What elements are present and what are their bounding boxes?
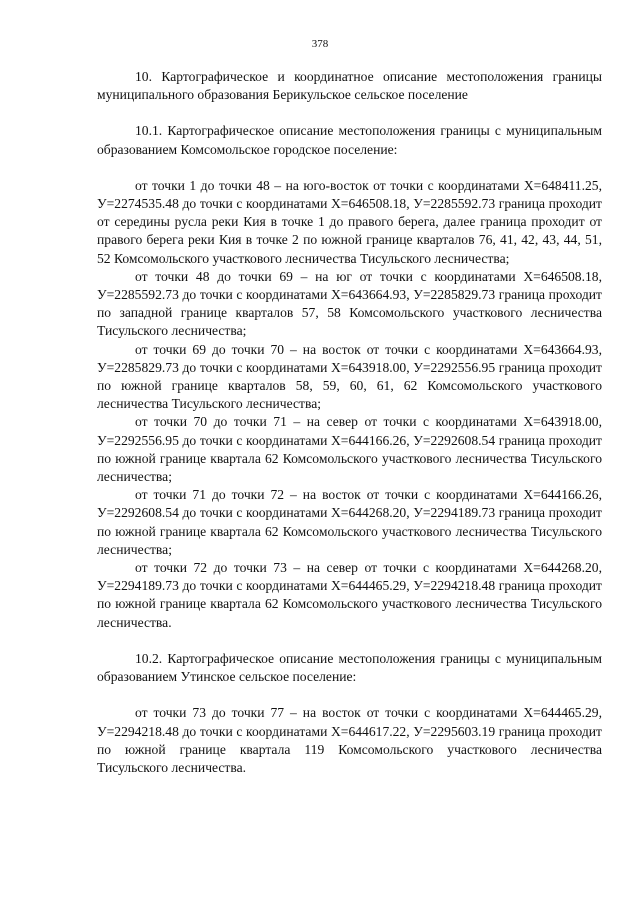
paragraph-10-1-1: от точки 1 до точки 48 – на юго-восток от точки с координатами Х=648411.25, У=2274535.48 до точки с координатами Х=646508.18, У=2285592.73 граница проходит от середины русла реки Кия в точке 1 до правого берега, далее граница проходит от правого берега реки Кия в точке 2 по южной границе кварталов 76, 41, 42, 43, 44, 51, 52 Комсомольского участкового лесничества Тисульского лесничества; — [97, 177, 602, 266]
paragraph-10-1-6: от точки 72 до точки 73 – на север от точки с координатами Х=644268.20, У=2294189.73 до точки с координатами Х=644465.29, У=2294218.48 граница проходит по южной границе квартала 62 Комсомольского участкового лесничества Тисульского лесничества. — [97, 560, 602, 630]
document-body — [97, 68, 602, 777]
paragraph-10-1-5: от точки 71 до точки 72 – на восток от точки с координатами Х=644166.26, У=2292608.54 до точки с координатами Х=644268.20, У=2294189.73 граница проходит по южной границе квартала 62 Комсомольского участкового лесничества Тисульского лесничества; — [97, 487, 602, 557]
section-10-1-heading: 10.1. Картографическое описание местоположения границы с муниципальным образованием Комсомольское городское поселение: — [97, 123, 602, 157]
paragraph-10-1-4: от точки 70 до точки 71 – на север от точки с координатами Х=643918.00, У=2292556.95 до точки с координатами Х=644166.26, У=2292608.54 граница проходит по южной границе квартала 62 Комсомольского участкового лесничества Тисульского лесничества; — [97, 414, 602, 485]
section-10-2-heading: 10.2. Картографическое описание местоположения границы с муниципальным образованием Утинское сельское поселение: — [97, 650, 602, 685]
paragraph-10-2-1: от точки 73 до точки 77 – на восток от точки с координатами Х=644465.29, У=2294218.48 до точки с координатами Х=644617.22, У=2295603.19 граница проходит по южной границе квартала 119 Комсомольского участкового лесничества Тисульского лесничества. — [97, 705, 602, 775]
paragraph-10-1-3: от точки 69 до точки 70 – на восток от точки с координатами Х=643664.93, У=2285829.73 до точки с координатами Х=643918.00, У=2292556.95 граница проходит по южной границе кварталов 58, 59, 60, 61, 62 Комсомольского участкового лесничества Тисульского лесничества; — [97, 341, 602, 412]
page-number: 378 — [311, 38, 329, 50]
paragraph-10-1-2: от точки 48 до точки 69 – на юг от точки с координатами Х=646508.18, У=2285592.73 до точки с координатами Х=643664.93, У=2285829.73 граница проходит по западной границе кварталов 57, 58 Комсомольского участкового лесничества Тисульского лесничества; — [97, 268, 602, 339]
section-10-heading: 10. Картографическое и координатное описание местоположения границы муниципального образования Берикульское сельское поселение — [97, 69, 602, 103]
